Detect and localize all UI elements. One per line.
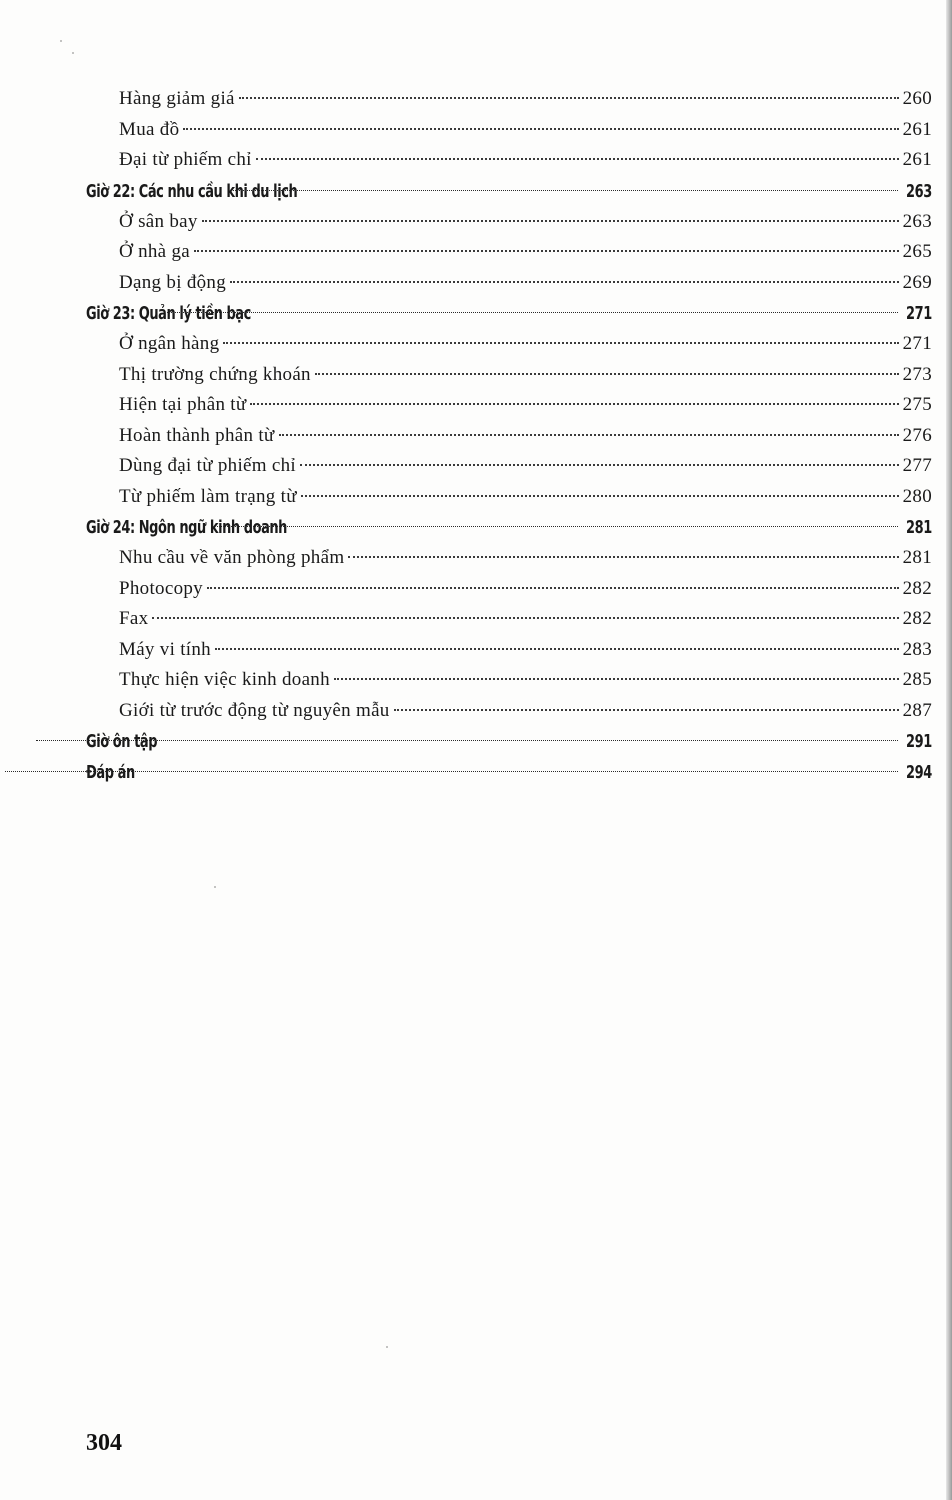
dot-leader bbox=[300, 464, 899, 466]
toc-entry bbox=[86, 421, 932, 452]
toc-entry-page: 273 bbox=[902, 363, 932, 385]
dot-leader bbox=[239, 97, 899, 99]
toc-entry-title: Hoàn thành phân từ bbox=[119, 424, 275, 446]
paper-speck bbox=[72, 52, 74, 54]
toc-entry-page: 282 bbox=[902, 577, 932, 599]
dot-leader bbox=[334, 678, 899, 680]
paper-speck bbox=[214, 886, 216, 888]
toc-entry bbox=[86, 635, 932, 666]
toc-entry bbox=[86, 482, 932, 513]
toc-entry bbox=[86, 543, 932, 574]
dot-leader bbox=[167, 312, 899, 313]
dot-leader bbox=[194, 250, 899, 252]
dot-leader bbox=[5, 771, 898, 772]
dot-leader bbox=[152, 617, 898, 619]
toc-entry-page: 261 bbox=[902, 149, 932, 170]
toc-entry-title: Đại từ phiếm chỉ bbox=[119, 149, 252, 170]
toc-chapter-page: 294 bbox=[906, 762, 932, 783]
toc-entry bbox=[86, 145, 932, 176]
toc-entry bbox=[86, 237, 932, 268]
dot-leader bbox=[348, 556, 898, 558]
dot-leader bbox=[183, 128, 898, 130]
toc-entry-page: 275 bbox=[902, 394, 932, 415]
toc-entry bbox=[86, 574, 932, 605]
toc-entry bbox=[86, 696, 932, 727]
toc-entry-page: 269 bbox=[902, 271, 932, 293]
toc-entry-page: 260 bbox=[902, 88, 932, 109]
toc-entry-title: Photocopy bbox=[119, 577, 203, 599]
toc-entry bbox=[86, 390, 932, 421]
toc-chapter-title: Giờ 24: Ngôn ngữ kinh doanh bbox=[86, 517, 287, 538]
toc-entry-page: 282 bbox=[902, 608, 932, 629]
toc-entry-page: 283 bbox=[902, 638, 932, 660]
toc-chapter-title: Giờ 23: Quản lý tiền bạc bbox=[86, 303, 251, 324]
toc-entry-page: 271 bbox=[902, 333, 932, 354]
toc-chapter-entry bbox=[86, 176, 932, 207]
toc-entry bbox=[86, 360, 932, 391]
toc-chapter-entry bbox=[86, 726, 932, 757]
dot-leader bbox=[217, 526, 898, 527]
dot-leader bbox=[202, 220, 899, 222]
dot-leader bbox=[394, 709, 899, 711]
paper-speck bbox=[386, 1346, 388, 1348]
toc-entry bbox=[86, 115, 932, 146]
toc-entry bbox=[86, 665, 932, 696]
toc-entry-title: Thực hiện việc kinh doanh bbox=[119, 669, 330, 690]
dot-leader bbox=[230, 281, 899, 283]
dot-leader bbox=[231, 190, 898, 191]
dot-leader bbox=[315, 373, 899, 375]
toc-chapter-title: Giờ ôn tập bbox=[86, 731, 158, 752]
dot-leader bbox=[279, 434, 899, 436]
toc-entry-title: Từ phiếm làm trạng từ bbox=[119, 485, 297, 507]
toc-chapter-entry bbox=[86, 757, 932, 788]
toc-entry-page: 261 bbox=[902, 118, 932, 140]
toc-entry-page: 265 bbox=[902, 241, 932, 262]
toc-chapter-page: 271 bbox=[906, 303, 932, 324]
paper-speck bbox=[60, 40, 62, 42]
toc-entry-title: Giới từ trước động từ nguyên mẫu bbox=[119, 699, 390, 721]
dot-leader bbox=[223, 342, 898, 344]
toc-entry-title: Nhu cầu về văn phòng phẩm bbox=[119, 547, 345, 568]
toc-entry bbox=[86, 604, 932, 635]
table-of-contents bbox=[86, 84, 932, 788]
toc-chapter-title: Giờ 22: Các nhu cầu khi du lịch bbox=[86, 180, 298, 202]
dot-leader bbox=[36, 740, 898, 741]
dot-leader bbox=[215, 648, 899, 650]
toc-entry bbox=[86, 268, 932, 299]
toc-entry-title: Hàng giảm giá bbox=[119, 88, 235, 109]
toc-entry bbox=[86, 451, 932, 482]
toc-entry-title: Ở ngân hàng bbox=[119, 333, 220, 354]
toc-entry-title: Thị trường chứng khoán bbox=[119, 363, 311, 385]
toc-entry-title: Hiện tại phân từ bbox=[119, 394, 247, 415]
toc-entry-page: 285 bbox=[902, 669, 932, 690]
toc-entry-title: Dùng đại từ phiếm chỉ bbox=[119, 455, 297, 476]
dot-leader bbox=[207, 587, 899, 589]
toc-entry-title: Ở nhà ga bbox=[119, 241, 190, 262]
toc-chapter-page: 291 bbox=[906, 731, 932, 752]
toc-entry-title: Ở sân bay bbox=[119, 210, 198, 232]
toc-chapter-entry bbox=[86, 298, 932, 329]
toc-entry-page: 276 bbox=[902, 424, 932, 446]
toc-chapter-title: Đáp án bbox=[86, 762, 135, 783]
dot-leader bbox=[256, 158, 899, 160]
toc-entry-page: 277 bbox=[902, 455, 932, 476]
page-edge-shadow bbox=[946, 0, 952, 1500]
toc-entry bbox=[86, 329, 932, 360]
toc-chapter-entry bbox=[86, 512, 932, 543]
toc-entry-title: Dạng bị động bbox=[119, 271, 227, 293]
toc-entry-page: 263 bbox=[902, 210, 932, 232]
toc-entry-title: Máy vi tính bbox=[119, 638, 211, 660]
toc-entry-title: Fax bbox=[119, 608, 149, 629]
toc-chapter-page: 281 bbox=[906, 517, 932, 538]
dot-leader bbox=[250, 403, 898, 405]
toc-entry bbox=[86, 84, 932, 115]
toc-entry-page: 281 bbox=[902, 547, 932, 568]
toc-entry-title: Mua đồ bbox=[119, 118, 180, 140]
dot-leader bbox=[301, 495, 899, 497]
toc-entry-page: 287 bbox=[902, 699, 932, 721]
page-number: 304 bbox=[86, 1430, 122, 1456]
toc-entry-page: 280 bbox=[902, 485, 932, 507]
toc-chapter-page: 263 bbox=[906, 180, 932, 202]
toc-entry bbox=[86, 207, 932, 238]
